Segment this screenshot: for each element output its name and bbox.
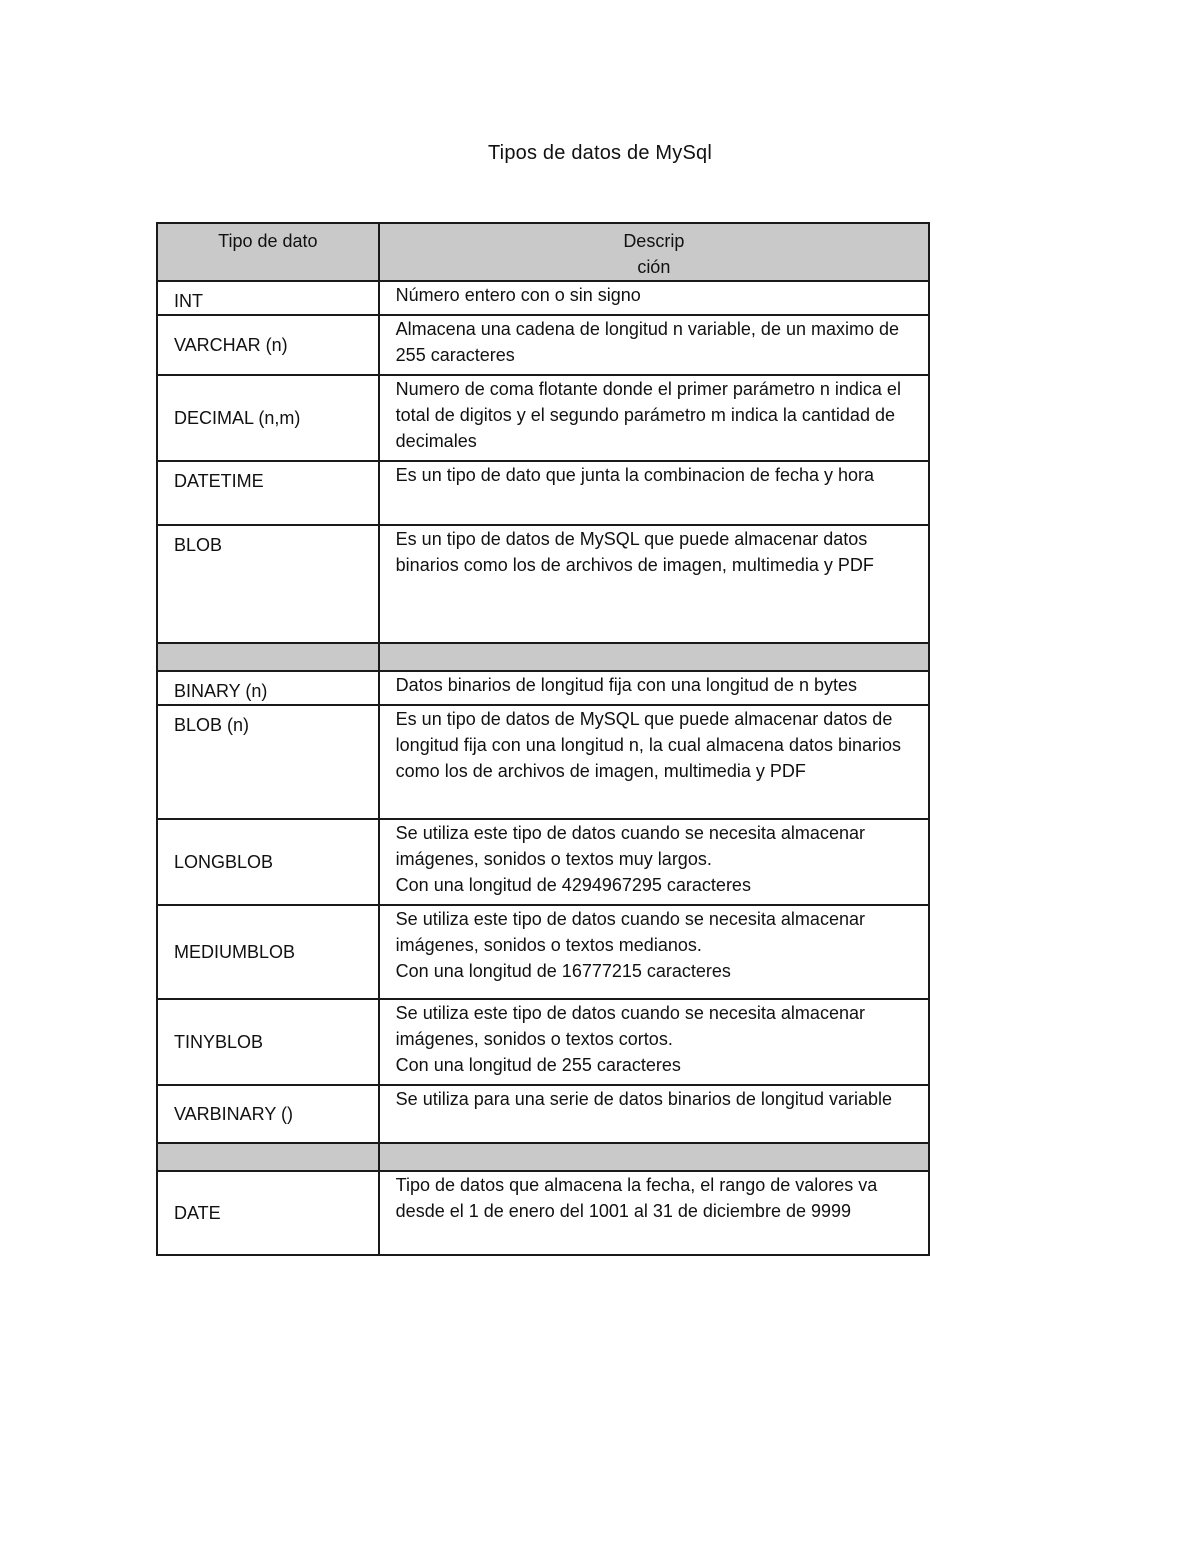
cell-description [379, 905, 929, 999]
cell-description [379, 525, 929, 643]
description-text: Tipo de datos que almacena la fecha, el rango de valores va desde el 1 de enero del 1001 al 31 de diciembre de 9999 [395, 1175, 878, 1221]
description-text: Se utiliza para una serie de datos binarios de longitud variable [395, 1089, 892, 1109]
table-row [157, 375, 929, 461]
cell-type: INT [157, 281, 379, 315]
cell-type: LONGBLOB [157, 819, 379, 905]
description-text: Se utiliza este tipo de datos cuando se necesita almacenar imágenes, sonidos o textos muy largos. Con una longitud de 4294967295 caracteres [395, 823, 865, 895]
cell-description [379, 999, 929, 1085]
column-header-type: Tipo de dato [157, 223, 379, 281]
cell-description [379, 819, 929, 905]
separator-row [157, 643, 929, 671]
table-row [157, 525, 929, 643]
cell-description [379, 671, 929, 705]
cell-description [379, 1085, 929, 1143]
description-text: Es un tipo de datos de MySQL que puede almacenar datos binarios como los de archivos de imagen, multimedia y PDF [395, 529, 874, 575]
cell-type: BLOB [157, 525, 379, 643]
description-text: Datos binarios de longitud fija con una longitud de n bytes [395, 675, 857, 695]
cell-description [379, 705, 929, 819]
cell-type: MEDIUMBLOB [157, 905, 379, 999]
description-text: Es un tipo de datos de MySQL que puede almacenar datos de longitud fija con una longitud n, la cual almacena datos binarios como los de archivos de imagen, multimedia y PDF [395, 709, 902, 781]
cell-type: DECIMAL (n,m) [157, 375, 379, 461]
table-row [157, 705, 929, 819]
cell-description [379, 315, 929, 375]
data-types-table [156, 222, 930, 1256]
cell-description [379, 281, 929, 315]
table-row [157, 905, 929, 999]
separator-cell [157, 1143, 379, 1171]
description-text: Es un tipo de dato que junta la combinacion de fecha y hora [395, 465, 874, 485]
table-row [157, 999, 929, 1085]
cell-description [379, 461, 929, 525]
separator-cell [379, 1143, 929, 1171]
table-row [157, 281, 929, 315]
table-row [157, 1085, 929, 1143]
description-text: Almacena una cadena de longitud n variable, de un maximo de 255 caracteres [395, 319, 900, 365]
cell-type: TINYBLOB [157, 999, 379, 1085]
column-header-description-label: Descripción [623, 231, 685, 277]
table-row [157, 1171, 929, 1255]
separator-row [157, 1143, 929, 1171]
description-text: Numero de coma flotante donde el primer parámetro n indica el total de digitos y el segundo parámetro m indica la cantidad de decimales [395, 379, 901, 451]
cell-type: BLOB (n) [157, 705, 379, 819]
separator-cell [157, 643, 379, 671]
separator-cell [379, 643, 929, 671]
table-row [157, 315, 929, 375]
description-text: Se utiliza este tipo de datos cuando se necesita almacenar imágenes, sonidos o textos medianos. Con una longitud de 16777215 caracteres [395, 909, 865, 981]
cell-type: VARCHAR (n) [157, 315, 379, 375]
table-row [157, 671, 929, 705]
cell-description [379, 1171, 929, 1255]
cell-type: BINARY (n) [157, 671, 379, 705]
description-text: Se utiliza este tipo de datos cuando se necesita almacenar imágenes, sonidos o textos cortos. Con una longitud de 255 caracteres [395, 1003, 865, 1075]
column-header-description [379, 223, 929, 281]
table-header-row [157, 223, 929, 281]
cell-description [379, 375, 929, 461]
cell-type: DATE [157, 1171, 379, 1255]
page-title: Tipos de datos de MySql [488, 142, 712, 164]
table-row [157, 819, 929, 905]
cell-type: VARBINARY () [157, 1085, 379, 1143]
description-text: Número entero con o sin signo [395, 285, 641, 305]
table-row [157, 461, 929, 525]
cell-type: DATETIME [157, 461, 379, 525]
